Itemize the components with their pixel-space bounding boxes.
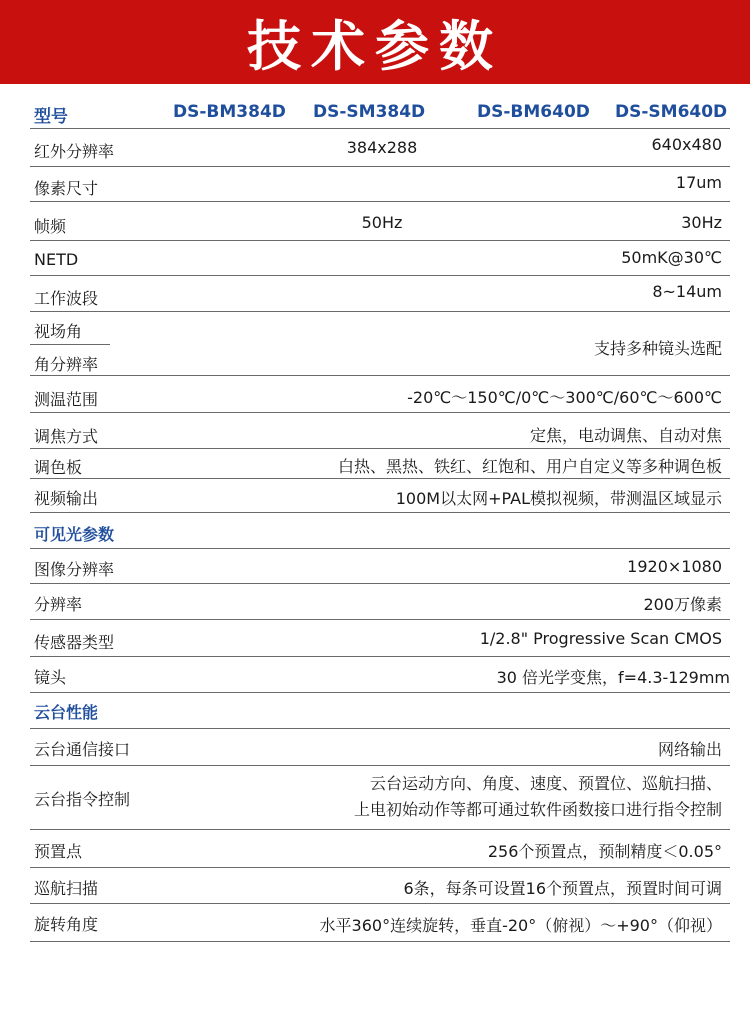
spec-value-640: 640x480: [651, 135, 722, 154]
spec-value-line: 上电初始动作等都可通过软件函数接口进行指令控制: [353, 800, 722, 819]
spec-value: 定焦，电动调焦、自动对焦: [529, 426, 722, 445]
spec-value: 50mK@30℃: [621, 248, 722, 267]
spec-row-lens: [30, 657, 730, 693]
spec-row-focus: [30, 413, 730, 449]
section-title: 可见光参数: [34, 525, 115, 544]
spec-value: 100M以太网+PAL模拟视频，带测温区域显示: [395, 489, 722, 508]
spec-row-sensor: [30, 620, 730, 657]
spec-value: 支持多种镜头选配: [593, 339, 722, 358]
title-banner: [0, 0, 750, 84]
spec-label: 云台通信接口: [34, 740, 131, 759]
spec-row-frame-rate: [30, 202, 730, 241]
model-ds-sm384d: DS-SM384D: [313, 102, 426, 122]
section-ptz: [30, 693, 730, 729]
model-header-label: 型号: [34, 107, 68, 127]
model-header-row: [30, 92, 730, 129]
spec-label: 分辨率: [34, 595, 83, 614]
spec-value-384: 384x288: [346, 138, 418, 157]
spec-row-video-output: [30, 479, 730, 513]
spec-label: 帧频: [34, 217, 67, 236]
spec-row-palette: [30, 449, 730, 479]
spec-label: 角分辨率: [34, 355, 99, 374]
divider: [30, 344, 110, 345]
spec-row-ptz-control: [30, 766, 730, 830]
spec-value-640: 30Hz: [681, 213, 722, 232]
spec-row-pixel-size: [30, 167, 730, 202]
spec-value-384: 50Hz: [361, 213, 403, 232]
spec-row-image-resolution: [30, 549, 730, 584]
spec-value: 256个预置点，预制精度＜0.05°: [487, 842, 722, 861]
spec-value: 白热、黑热、铁红、红饱和、用户自定义等多种调色板: [337, 457, 722, 476]
model-ds-sm640d: DS-SM640D: [615, 102, 728, 122]
spec-row-cruise: [30, 868, 730, 904]
spec-row-resolution: [30, 584, 730, 620]
spec-value-line: 云台运动方向、角度、速度、预置位、巡航扫描、: [369, 774, 722, 793]
model-ds-bm384d: DS-BM384D: [173, 102, 286, 122]
spec-row-fov: [30, 312, 730, 376]
spec-label: 红外分辨率: [34, 142, 115, 161]
spec-value: 网络输出: [657, 740, 722, 759]
model-ds-bm640d: DS-BM640D: [477, 102, 590, 122]
spec-label: 传感器类型: [34, 633, 115, 652]
spec-row-ptz-comm: [30, 729, 730, 766]
spec-value: 6条，每条可设置16个预置点，预置时间可调: [403, 879, 722, 898]
spec-row-band: [30, 276, 730, 312]
spec-label: 预置点: [34, 842, 83, 861]
spec-label: 旋转角度: [34, 915, 99, 934]
section-title: 云台性能: [34, 703, 99, 722]
spec-label: 像素尺寸: [34, 179, 99, 198]
spec-value: [354, 771, 722, 823]
spec-row-preset: [30, 830, 730, 868]
spec-value: 水平360°连续旋转，垂直-20°（俯视）～+90°（仰视）: [319, 916, 722, 935]
spec-label: 工作波段: [34, 289, 99, 308]
spec-label: 视频输出: [34, 489, 99, 508]
spec-label: 云台指令控制: [34, 790, 131, 809]
spec-label: NETD: [34, 250, 79, 269]
spec-value: 30 倍光学变焦，f=4.3-129mm: [496, 668, 730, 687]
page-title: 技术参数: [247, 14, 503, 78]
spec-label: 调焦方式: [34, 427, 99, 446]
spec-label: 图像分辨率: [34, 560, 115, 579]
spec-value: -20℃～150℃/0℃～300℃/60℃～600℃: [407, 388, 722, 407]
spec-label: 镜头: [34, 668, 67, 687]
spec-label: 测温范围: [34, 390, 99, 409]
spec-label: 调色板: [34, 458, 83, 477]
spec-value: 8~14um: [652, 282, 722, 301]
spec-label: 巡航扫描: [34, 879, 99, 898]
spec-label: 视场角: [34, 322, 83, 341]
spec-value: 1/2.8" Progressive Scan CMOS: [479, 629, 722, 648]
section-visible-light: [30, 513, 730, 549]
spec-row-ir-resolution: [30, 129, 730, 167]
spec-value: 200万像素: [643, 595, 722, 614]
spec-value: 1920×1080: [627, 557, 722, 576]
spec-value: 17um: [675, 173, 722, 192]
spec-row-temp-range: [30, 376, 730, 413]
spec-row-rotation: [30, 904, 730, 942]
spec-row-netd: [30, 241, 730, 276]
